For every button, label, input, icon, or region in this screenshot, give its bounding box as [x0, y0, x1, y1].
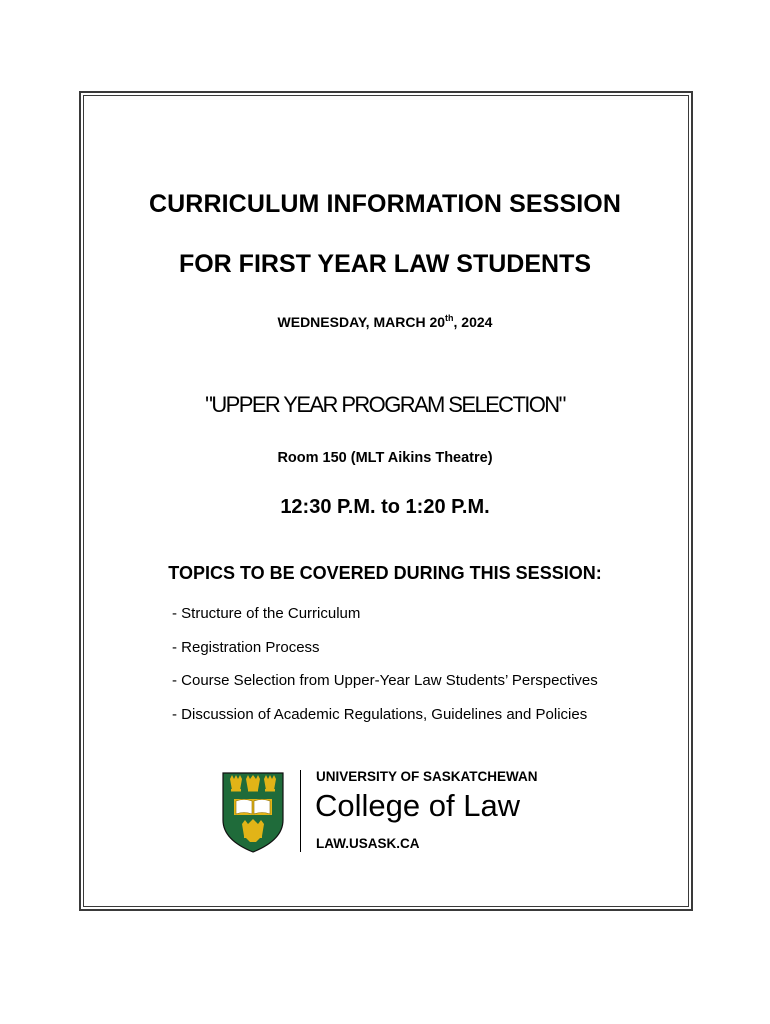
date-prefix: WEDNESDAY, MARCH 20: [277, 314, 446, 330]
list-item: - Structure of the Curriculum: [172, 605, 361, 622]
website-link[interactable]: LAW.USASK.CA: [316, 836, 420, 851]
session-time: 12:30 P.M. to 1:20 P.M.: [280, 496, 490, 518]
usask-crest-icon: [220, 770, 286, 854]
date-year: , 2024: [453, 314, 493, 330]
topics-list: [172, 606, 598, 740]
date-suffix: th: [445, 313, 454, 323]
title-line-1: CURRICULUM INFORMATION SESSION: [149, 190, 621, 218]
college-logo: [220, 768, 560, 858]
university-name: UNIVERSITY OF SASKATCHEWAN: [316, 769, 538, 784]
list-item: - Discussion of Academic Regulations, Guidelines and Policies: [172, 705, 588, 723]
room-info: Room 150 (MLT Aikins Theatre): [277, 450, 493, 466]
list-item: - Registration Process: [172, 638, 320, 656]
session-date: [0, 313, 770, 330]
logo-divider: [300, 770, 301, 852]
topics-heading: TOPICS TO BE COVERED DURING THIS SESSION:: [168, 563, 602, 583]
title-line-2: FOR FIRST YEAR LAW STUDENTS: [178, 250, 592, 278]
list-item: - Course Selection from Upper-Year Law Students’ Perspectives: [172, 672, 598, 689]
college-name: College of Law: [315, 788, 521, 823]
program-title: "UPPER YEAR PROGRAM SELECTION": [205, 392, 565, 417]
